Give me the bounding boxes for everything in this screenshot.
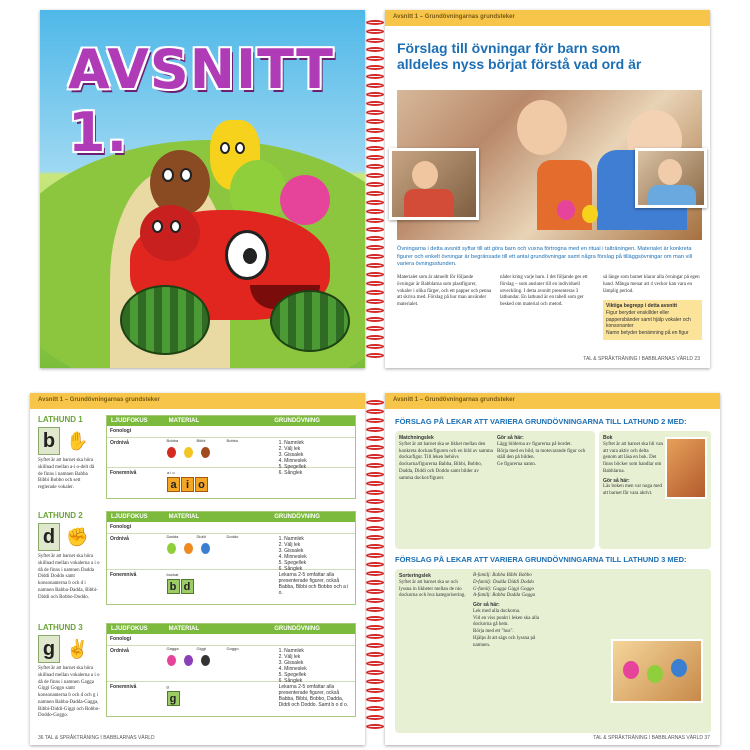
box-step: Läs boken men var noga med att barnet får vara aktivt. (603, 484, 663, 496)
tile-label: g (166, 684, 169, 689)
lathund-1-desc: Syftet är att barnet ska höra skillnad mellan a-i o-delt då de finns i namnen Babba Bibbi Bobbo och sett reglerade vokaler. (38, 458, 95, 490)
step: 2. Välj lek (278, 542, 301, 548)
step: 3. Gissalek (278, 660, 304, 666)
box-text: Syftet är att barnet ska se och lyssna in likheter mellan de nio dockorna och hva kategorisering. (399, 579, 466, 599)
box-step: Ge figurerna namn. (497, 462, 537, 467)
box-step: Vid en viss punkt i leken ska alla dockorna gå hem. (473, 615, 539, 628)
step: 4. Minneslek (278, 666, 307, 672)
letter-tile: a (167, 477, 180, 492)
box-step: Hjälps åt att sägs och lyssna på namnen. (473, 635, 536, 648)
figure-name: Bobba (166, 438, 179, 443)
text-column-3: så länge som barnet klarar alla övningar på egen hand. Många menar att 4 veckor kan vara en lämplig period. (603, 275, 700, 294)
family-name: A-familj: Babba Dadda Gagga (473, 593, 536, 599)
col-header-ljudfokus: LJUDFOKUS (111, 626, 148, 632)
letter-tile: o (195, 477, 208, 492)
box-title: Matchningslek (399, 435, 434, 441)
section-heading-2: FÖRSLAG PÅ LEKAR ATT VARIERA GRUNDÖVNINGARNA TILL LATHUND 3 MED: (395, 555, 687, 564)
box-subtitle: Gör så här: (603, 477, 630, 484)
lathund-2-table (106, 511, 356, 605)
tip-item-1: Figur beryder enskillder eller pappersbänder samt hjälp vokaler och konsonanter (606, 309, 691, 330)
page-heading (397, 40, 702, 72)
figure-name: Gagga (166, 646, 179, 651)
box-text: Syftet är att barnet ska se likhet mellan den konkreta dockan/figuren och en bild av samma docka/figur. Till leken behövs dockorna/figurerna Babba, Bibbi, Bobbo, Dadda, Diddi och Doddo samt bilder av samma dockor/figurer. (399, 441, 493, 481)
figure-name: Goggo (226, 646, 239, 651)
car-illustration (120, 120, 350, 360)
box-title: Bok (603, 435, 613, 441)
lathund-3-section (38, 623, 358, 728)
col-header-grundovning: GRUNDÖVNING (274, 626, 320, 632)
bottom-left-footer: 36 TAL & SPRÅKTRÄNING I BABBLARNAS VÄRLD (38, 735, 155, 741)
children-photo-inset-right (635, 148, 707, 208)
row-label: Fonemnivå (110, 470, 137, 476)
figure-name: Giggi (196, 646, 206, 651)
step: 4. Minneslek (278, 554, 307, 560)
figure-blue (201, 543, 210, 554)
intro-paragraph: Övningarna i detta avsnitt syftar till att göra barn och vuxna förtrogna med en ritual i talträningen. Materialet är konkreta figurer och enkelt övningar är begränsade till ett antal grundövningar samt några förslag på tilläggsövningar om man vill variera övningsstunden. (397, 246, 693, 268)
section-title: AVSNITT 1. (68, 38, 335, 164)
box-step: Lägg bilderna av figurerna på bordet. (497, 441, 572, 447)
figure-green (167, 543, 176, 554)
row-label: Fonologi (110, 524, 132, 530)
bottom-right-banner: Avsnitt 1 – Grundövningarnas grundsteker (385, 393, 720, 409)
tile-label: a i o (167, 470, 175, 475)
children-photo-inset-left (389, 148, 479, 220)
family-name: G-familj: Gagga Giggi Goggo (473, 586, 534, 592)
box-title: Sorteringslek (399, 573, 431, 579)
tip-box (603, 300, 702, 340)
bottom-left-banner: Avsnitt 1 – Grundövningarnas grundsteker (30, 393, 365, 409)
page-heading-line2: alldeles nyss börjat förstå vad ord är (397, 56, 642, 73)
bottom-right-footer: TAL & SPRÅKTRÄNING I BABBLARNAS VÄRLD 37 (593, 735, 710, 741)
tip-title: Viktiga begrepp i detta avsnitt (606, 303, 678, 309)
col-header-material: MATERIAL (168, 626, 200, 632)
sorteringslek-box (395, 569, 711, 733)
step: 1. Namnlek (278, 440, 304, 446)
lathund-2-title: LATHUND 2 (38, 511, 83, 520)
step: 5. Spegellek (278, 672, 307, 678)
matchningslek-box (395, 431, 595, 549)
spiral-binding-top (364, 20, 386, 362)
box-step: Lek med alla dockorna. (473, 608, 521, 614)
lathund-3-table (106, 623, 356, 717)
lathund-2-letter: d (38, 523, 60, 551)
step: 6. Sånglek (278, 678, 303, 684)
red-character (140, 205, 200, 261)
row-label: Fonologi (110, 428, 132, 434)
col-header-grundovning: GRUNDÖVNING (274, 514, 320, 520)
col-header-material: MATERIAL (168, 418, 200, 424)
lathund-3-desc: Syftet är att barnet ska höra skillnad mellan vokalerna a i o då de finns i namnen Gagga Giggi Goggo samt konsonanterna b och d och g i namnen Babba-Dadda-Gagga, Bibbi-Diddi-Giggi och Bobbo-Doddo-Goggo. (38, 666, 100, 719)
hand-sign-icon: ✊ (66, 526, 89, 547)
family-name: B-familj: Babba Bibbi Bobbo (473, 573, 532, 578)
lathund-3-letter: g (38, 635, 60, 663)
step: 6. Sånglek (278, 566, 303, 572)
lathund-3-title: LATHUND 3 (38, 623, 83, 632)
text-column-1: Materialet som är aktuellt för följande övningar är Babblarna som plastfigurer, vokaler i olika färger, och ett papper och penna att skriva med. Förslag på hur man använder materialet. (397, 275, 492, 307)
spiral-binding-bottom (364, 400, 386, 733)
step: 3. Gissalek (278, 452, 304, 458)
figure-name: Bibbi (196, 438, 206, 443)
figure-purple (184, 655, 193, 666)
box-subtitle: Gör så här: (473, 602, 500, 608)
lathund-2-desc: Syftet är att barnet ska höra skillnad mellan vokalerna a i o då de finns i namnen Dadda Diddi Doddo samt konsonanterna b och d i namnen Babba-Dadda, Bibbi-Diddi och Bobbo-Doddo. (38, 554, 100, 600)
top-right-footer: TAL & SPRÅKTRÄNING I BABBLARNAS VÄRLD 23 (583, 356, 700, 362)
figure-pink (167, 655, 176, 666)
bottom-left-page (30, 393, 365, 745)
step: 5. Spegellek (278, 464, 307, 470)
book-photo (665, 437, 707, 499)
hand-sign-icon: ✋ (66, 430, 89, 451)
tile-label: bockat (166, 572, 179, 577)
figure-yellow (184, 447, 193, 458)
step: 4. Minneslek (278, 458, 307, 464)
lathund-1-letter: b (38, 427, 60, 455)
bok-box (599, 431, 711, 549)
row-label: Ordnivå (110, 536, 129, 542)
figure-orange (201, 447, 210, 458)
letter-tile: d (181, 579, 194, 594)
lathund-2-section (38, 511, 358, 616)
letter-tile: b (167, 579, 180, 594)
step: 1. Namnlek (278, 648, 304, 654)
step: 6. Sånglek (278, 470, 303, 476)
bottom-right-page (385, 393, 720, 745)
col-header-ljudfokus: LJUDFOKUS (111, 514, 148, 520)
hand-sign-icon: ✌ (66, 638, 89, 659)
col-header-ljudfokus: LJUDFOKUS (111, 418, 148, 424)
box-step: Börja med en bild, ta motsvarande figur och ställ den på bilden. (497, 448, 586, 461)
row-label: Fonemnivå (110, 684, 137, 690)
playhouse-photo (611, 639, 703, 703)
box-subtitle: Gör så här: (497, 435, 524, 441)
step: 3. Gissalek (278, 548, 304, 554)
wheel-left (120, 285, 210, 355)
step: 2. Välj lek (278, 446, 301, 452)
step: 1. Namnlek (278, 536, 304, 542)
top-right-banner: Avsnitt 1 – Grundövningarnas grundsteker (385, 10, 710, 26)
box-step: Börja med ett "hus". (473, 629, 514, 634)
figure-black (201, 655, 210, 666)
top-right-page (385, 10, 710, 368)
row-label: Ordnivå (110, 440, 129, 446)
step: 5. Spegellek (278, 560, 307, 566)
page-heading-line1: Förslag till övningar för barn som (397, 40, 621, 56)
row-label: Fonologi (110, 636, 132, 642)
lathund-3-note: Lekarna 2-5 omfattar alla presenterade figurer, också Babba, Bibbi, Bobbo, Dadda, Diddi och Doddo. Samt b o d o. (278, 684, 349, 708)
lathund-1-table (106, 415, 356, 499)
lathund-1-section (38, 415, 358, 505)
figure-name: Dadda (166, 534, 179, 539)
lathund-1-title: LATHUND 1 (38, 415, 83, 424)
figure-name: Doddo (226, 534, 239, 539)
letter-tile: i (181, 477, 194, 492)
wheel-right (270, 290, 350, 352)
pink-character (280, 175, 330, 225)
figure-name: Diddi (196, 534, 206, 539)
row-label: Ordnivå (110, 648, 129, 654)
lathund-2-note: Lekarna 2-5 omfattar alla presenterade figurer, också Babba, Bibbi och Bobbo och a i o. (278, 572, 349, 596)
text-column-2: nåder kring varje barn. I det följande ges ett förslag – som ansluter till en individuell utveckling. I detta avsnitt presenteras 3 lathundar. En lathund är en tabell som ger besked om material och metod. (500, 275, 588, 307)
letter-tile: g (167, 691, 180, 706)
top-left-page (40, 10, 365, 368)
box-text: Syftet är att barnet ska bli van att vara aktiv och delta genom att läsa en bok. Det finns böcker som handlar om Babblarna. (603, 441, 663, 474)
figure-red (167, 447, 176, 458)
row-label: Fonemnivå (110, 572, 137, 578)
step: 2. Välj lek (278, 654, 301, 660)
family-name: D-familj: Dadda Diddi Doddo (473, 579, 534, 585)
figure-name: Bobbo (226, 438, 239, 443)
col-header-material: MATERIAL (168, 514, 200, 520)
col-header-grundovning: GRUNDÖVNING (274, 418, 320, 424)
section-heading-1: FÖRSLAG PÅ LEKAR ATT VARIERA GRUNDÖVNINGARNA TILL LATHUND 2 MED: (395, 417, 687, 426)
tip-item-2: Namn betyder benämning på en figur (606, 330, 689, 336)
figure-orange (184, 543, 193, 554)
